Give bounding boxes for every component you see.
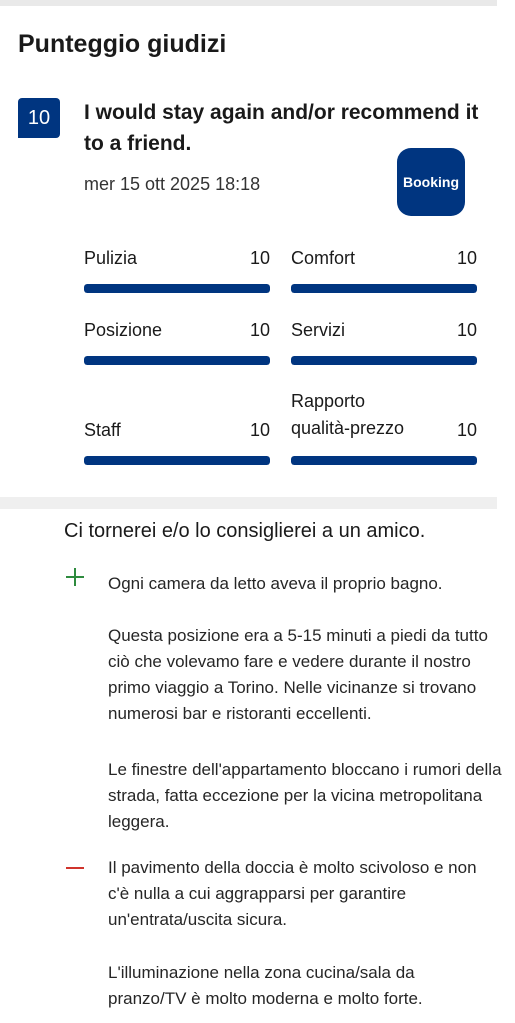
category-label: Posizione xyxy=(84,320,163,340)
category-bar-fill xyxy=(291,284,477,293)
category-location xyxy=(84,316,270,342)
category-staff xyxy=(84,416,270,442)
category-cleanliness xyxy=(84,244,270,270)
category-score: 10 xyxy=(456,420,477,440)
review-date: mer 15 ott 2025 18:18 xyxy=(84,174,261,194)
category-facilities xyxy=(291,316,477,342)
category-score: 10 xyxy=(249,248,270,268)
category-bar xyxy=(291,456,477,465)
category-bar-fill xyxy=(84,456,270,465)
review-headline: I would stay again and/or recommend it to a friend. xyxy=(84,101,479,155)
top-divider xyxy=(0,0,497,6)
negative-comment: L'illuminazione nella zona cucina/sala da pranzo/TV è molto moderna e molto forte. xyxy=(108,963,423,1008)
category-score: 10 xyxy=(456,320,477,340)
category-bar-fill xyxy=(291,456,477,465)
positive-comment: Questa posizione era a 5-15 minuti a piedi da tutto ciò che volevamo fare e vedere durante il nostro primo viaggio a Torino. Nelle vicinanze si trovano numerosi bar e ristoranti eccellenti. xyxy=(108,626,488,723)
category-label: Pulizia xyxy=(84,248,138,268)
plus-icon xyxy=(66,568,84,586)
category-bar xyxy=(291,284,477,293)
negative-comment: Il pavimento della doccia è molto scivoloso e non c'è nulla a cui aggrapparsi per garantire un'entrata/uscita sicura. xyxy=(108,858,477,929)
category-value-for-money xyxy=(291,390,477,442)
category-bar xyxy=(291,356,477,365)
positive-comment: Ogni camera da letto aveva il proprio bagno. xyxy=(108,574,443,593)
category-label: Rapporto qualità-prezzo xyxy=(291,391,405,438)
category-bar xyxy=(84,284,270,293)
category-bar-fill xyxy=(84,284,270,293)
positive-comment: Le finestre dell'appartamento bloccano i rumori della strada, fatta eccezione per la vicina metropolitana leggera. xyxy=(108,760,502,831)
category-label: Servizi xyxy=(291,320,346,340)
category-label: Comfort xyxy=(291,248,356,268)
booking-source-logo: Booking xyxy=(397,148,465,216)
category-bar-fill xyxy=(291,356,477,365)
category-comfort xyxy=(291,244,477,270)
review-summary: Ci tornerei e/o lo consiglierei a un amico. xyxy=(64,520,426,542)
category-score: 10 xyxy=(456,248,477,268)
category-score: 10 xyxy=(249,420,270,440)
review-score-badge: 10 xyxy=(18,98,60,138)
section-divider xyxy=(0,497,497,509)
category-bar-fill xyxy=(84,356,270,365)
page-title: Punteggio giudizi xyxy=(18,30,227,58)
category-score: 10 xyxy=(249,320,270,340)
category-bar xyxy=(84,356,270,365)
minus-icon xyxy=(66,867,84,869)
category-label: Staff xyxy=(84,420,121,440)
category-bar xyxy=(84,456,270,465)
